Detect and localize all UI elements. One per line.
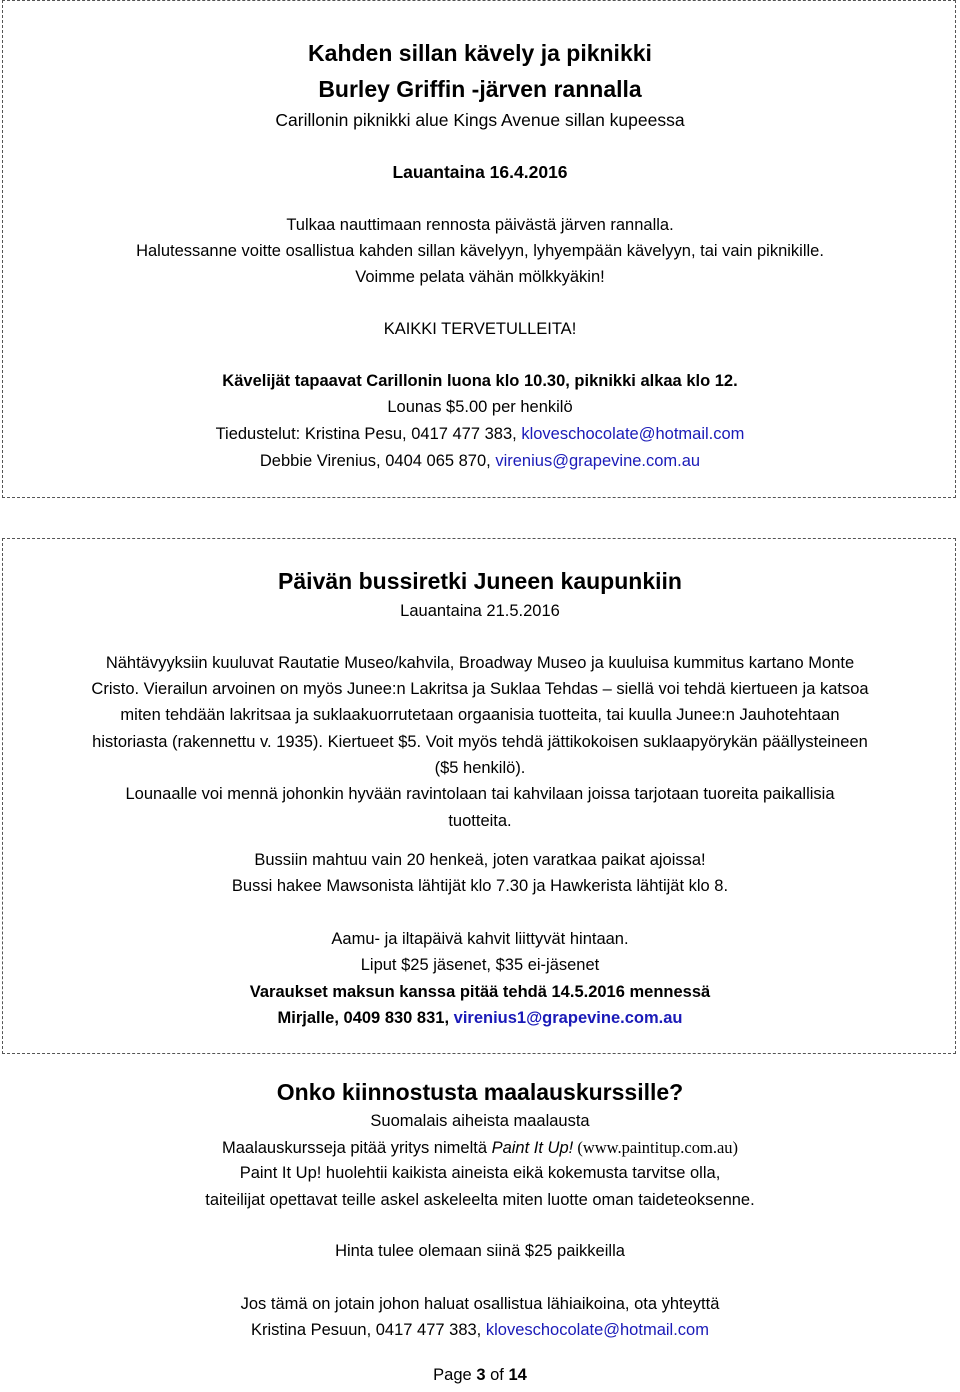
contact-1-text: Tiedustelut: Kristina Pesu, 0417 477 383, xyxy=(215,425,522,443)
painting-company-url: (www.paintitup.com.au) xyxy=(573,1138,739,1157)
bus-booking-contact xyxy=(0,1009,960,1029)
painting-subtitle: Suomalais aiheista maalausta xyxy=(370,1112,590,1130)
page-of-label: of xyxy=(490,1366,504,1384)
bus-line-2: Cristo. Vierailun arvoinen on myös Junee:n Lakritsa ja Suklaa Tehdas – siellä voi tehdä kiertueen ja katsoa xyxy=(91,680,869,698)
bus-line-7: tuotteita. xyxy=(448,812,512,830)
painting-company-line xyxy=(0,1138,960,1159)
page-label: Page xyxy=(433,1366,472,1384)
painting-company-name: Paint It Up! xyxy=(491,1139,574,1157)
bus-date: Lauantaina 21.5.2016 xyxy=(400,602,560,620)
page-total: 14 xyxy=(508,1366,527,1384)
walk-welcome: KAIKKI TERVETULLEITA! xyxy=(383,320,577,338)
bus-pickup: Bussi hakee Mawsonista lähtijät klo 7.30 ja Hawkerista lähtijät klo 8. xyxy=(231,877,729,895)
painting-line-3: taiteilijat opettavat teille askel askeleelta miten luotte oman taideteoksenne. xyxy=(205,1191,755,1209)
contact-2-email-link[interactable]: virenius@grapevine.com.au xyxy=(495,452,701,470)
walk-paragraph-2: Halutessanne voitte osallistua kahden sillan kävelyyn, lyhyempään kävelyyn, tai vain piknikille. xyxy=(136,242,824,260)
walk-meeting-info: Kävelijät tapaavat Carillonin luona klo 10.30, piknikki alkaa klo 12. xyxy=(222,372,738,390)
booking-email-link[interactable]: virenius1@grapevine.com.au xyxy=(453,1009,683,1027)
bus-title: Päivän bussiretki Juneen kaupunkiin xyxy=(278,568,682,594)
walk-date: Lauantaina 16.4.2016 xyxy=(392,162,568,182)
painting-title: Onko kiinnostusta maalauskurssille? xyxy=(276,1079,684,1105)
bus-line-3: miten tehdään lakritsaa ja suklaakuorrutetaan orgaanisia tuotteita, tai kuulla Junee:n Jauhotehtaan xyxy=(120,706,840,724)
walk-subtitle: Burley Griffin -järven rannalla xyxy=(318,76,642,102)
painting-contact-2 xyxy=(0,1321,960,1341)
painting-contact-1: Jos tämä on jotain johon haluat osallistua lähiaikoina, ota yhteyttä xyxy=(240,1295,720,1313)
walk-title: Kahden sillan kävely ja piknikki xyxy=(308,40,652,66)
contact-1-email-link[interactable]: kloveschocolate@hotmail.com xyxy=(521,425,745,443)
bus-line-6: Lounaalle voi mennä johonkin hyvään ravintolaan tai kahvilaan joissa tarjotaan tuoreita paikallisia xyxy=(125,785,835,803)
painting-price: Hinta tulee olemaan siinä $25 paikkeilla xyxy=(335,1242,625,1260)
walk-paragraph-3: Voimme pelata vähän mölkkyäkin! xyxy=(355,268,605,286)
walk-location: Carillonin piknikki alue Kings Avenue sillan kupeessa xyxy=(275,110,685,130)
walk-contact-1 xyxy=(0,425,960,445)
bus-tickets: Liput $25 jäsenet, $35 ei-jäsenet xyxy=(360,956,600,974)
walk-lunch-price: Lounas $5.00 per henkilö xyxy=(387,398,573,416)
bus-coffee: Aamu- ja iltapäivä kahvit liittyvät hintaan. xyxy=(331,930,629,948)
bus-capacity: Bussiin mahtuu vain 20 henkeä, joten varatkaa paikat ajoissa! xyxy=(254,851,706,869)
bus-booking: Varaukset maksun kanssa pitää tehdä 14.5.2016 mennessä xyxy=(249,983,711,1001)
page-footer xyxy=(0,1366,960,1386)
bus-line-4: historiasta (rakennettu v. 1935). Kiertueet $5. Voit myös tehdä jättikokoisen suklaapyörykän päällysteineen xyxy=(92,733,868,751)
bus-line-1: Nähtävyyksiin kuuluvat Rautatie Museo/kahvila, Broadway Museo ja kuuluisa kummitus kartano Monte xyxy=(105,654,855,672)
bus-line-5: ($5 henkilö). xyxy=(434,759,526,777)
painting-contact-email-link[interactable]: kloveschocolate@hotmail.com xyxy=(485,1321,709,1339)
painting-contact-text: Kristina Pesuun, 0417 477 383, xyxy=(251,1321,486,1339)
page-number: 3 xyxy=(476,1366,486,1384)
walk-paragraph-1: Tulkaa nauttimaan rennosta päivästä järven rannalla. xyxy=(286,216,674,234)
walk-contact-2 xyxy=(0,452,960,472)
painting-line-2: Paint It Up! huolehtii kaikista aineista eikä kokemusta tarvitse olla, xyxy=(239,1164,721,1182)
booking-contact-text: Mirjalle, 0409 830 831, xyxy=(277,1009,454,1027)
contact-2-text: Debbie Virenius, 0404 065 870, xyxy=(259,452,496,470)
painting-company-text: Maalauskursseja pitää yritys nimeltä xyxy=(221,1139,492,1157)
